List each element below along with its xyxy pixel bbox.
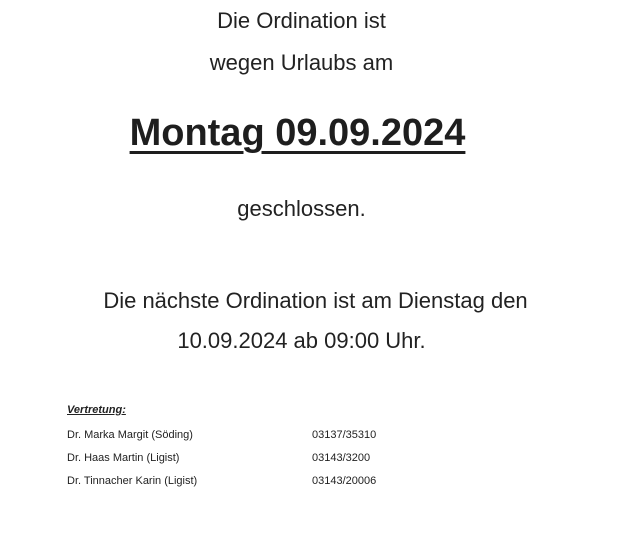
closed-text: geschlossen.	[237, 196, 366, 221]
substitute-row	[67, 447, 467, 470]
substitute-row	[67, 424, 467, 447]
next-opening-line-1: Die nächste Ordination ist am Dienstag den	[103, 288, 528, 313]
substitute-name: Dr. Haas Martin (Ligist)	[67, 452, 180, 464]
notice-line-1: Die Ordination ist	[217, 8, 386, 33]
substitute-row	[67, 470, 467, 493]
substitute-phone: 03143/3200	[312, 452, 371, 464]
substitute-phone: 03137/35310	[312, 429, 377, 441]
next-opening-line-2: 10.09.2024 ab 09:00 Uhr.	[177, 328, 426, 353]
notice-line-2: wegen Urlaubs am	[209, 50, 394, 75]
substitute-phone: 03143/20006	[312, 475, 377, 487]
substitute-list-title: Vertretung:	[67, 404, 126, 416]
substitute-name: Dr. Marka Margit (Söding)	[67, 429, 193, 441]
substitute-name: Dr. Tinnacher Karin (Ligist)	[67, 475, 198, 487]
closure-date-heading: Montag 09.09.2024	[129, 112, 466, 154]
scan-crop-edge	[0, 494, 627, 548]
